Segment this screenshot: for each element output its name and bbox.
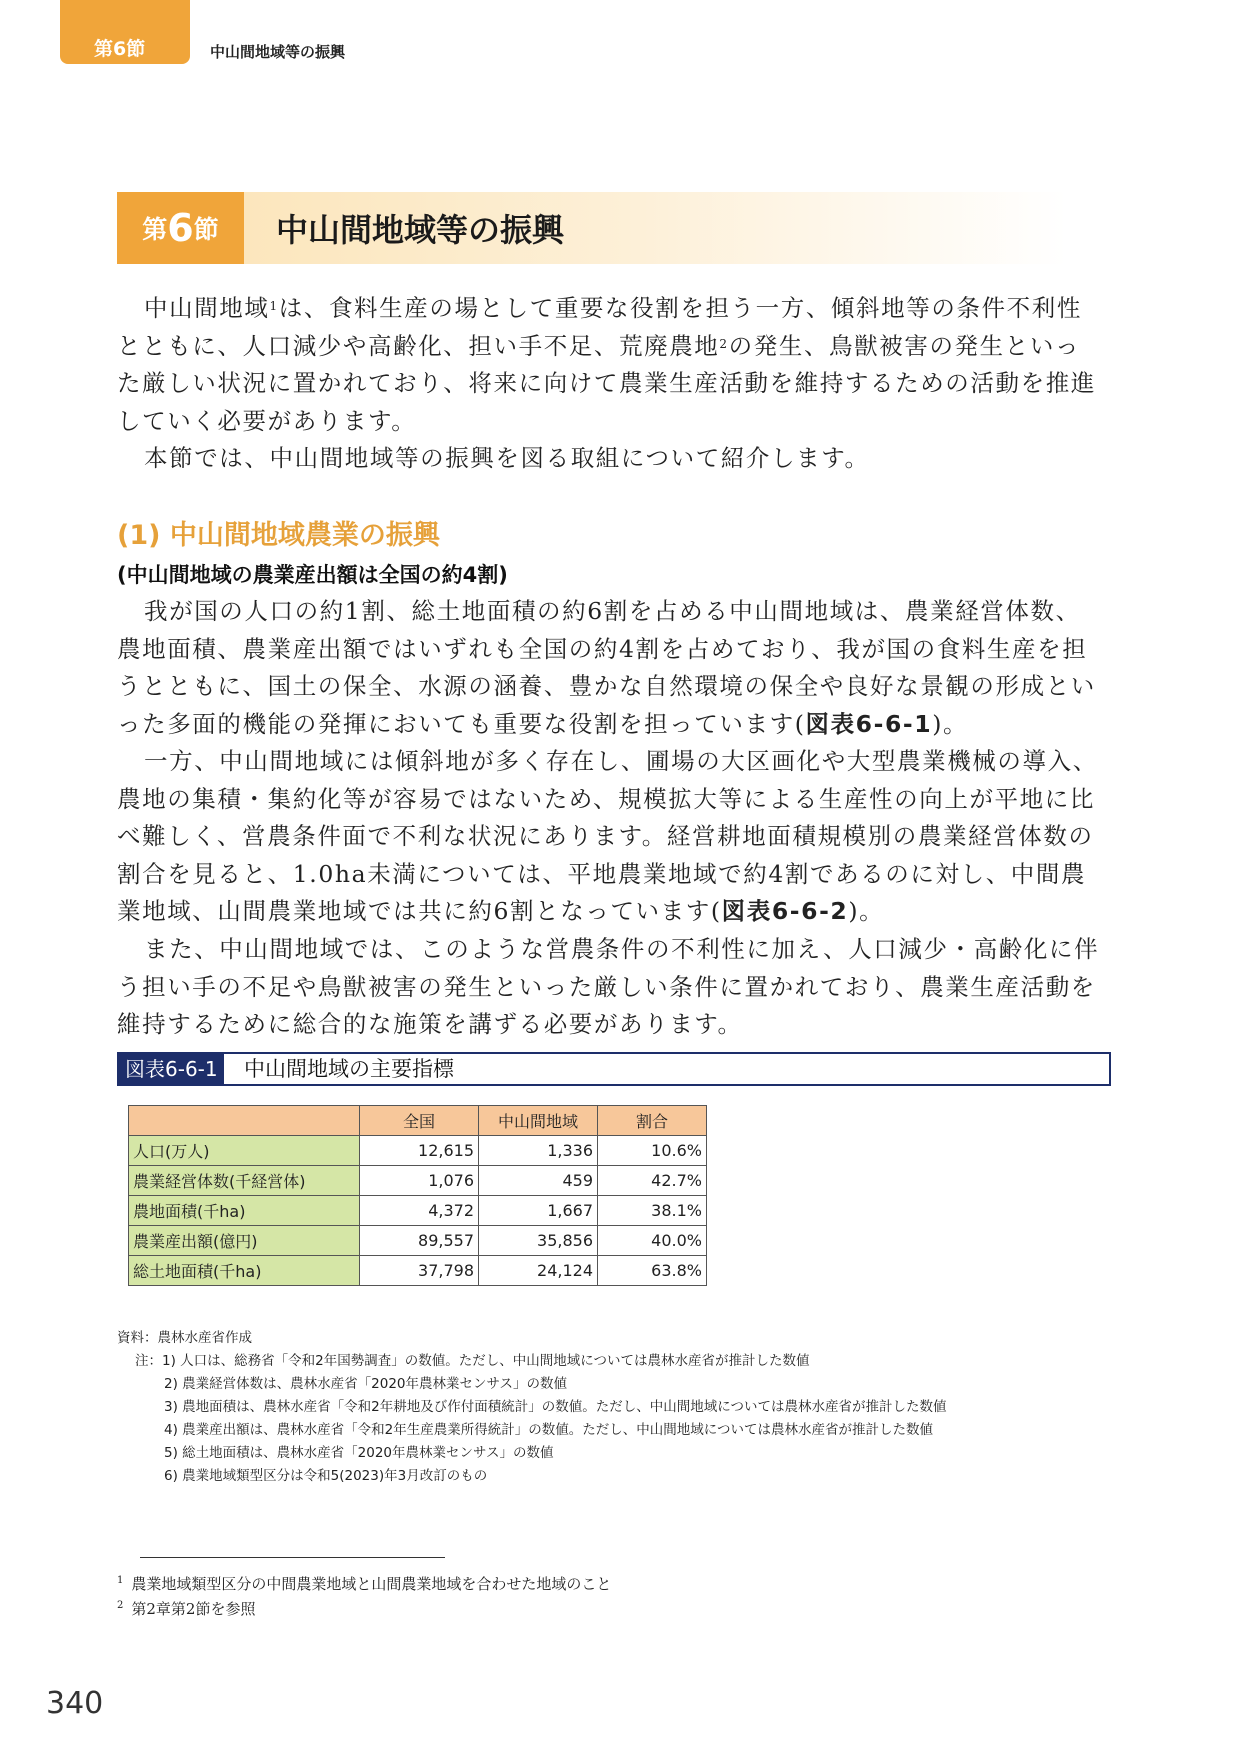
figure-ref-6-6-2[interactable]: 図表6-6-2 bbox=[721, 897, 849, 925]
table-header-national: 全国 bbox=[360, 1106, 479, 1136]
cell-ratio: 10.6% bbox=[598, 1136, 707, 1166]
figure-number: 図表6-6-1 bbox=[119, 1054, 224, 1084]
cell-national: 37,798 bbox=[360, 1256, 479, 1286]
body-text-p5: また、中山間地域では、このような営農条件の不利性に加え、人口減少・高齢化に伴う担い手の不足や鳥獣被害の発生といった厳しい条件に置かれており、農業生産活動を維持するために総合的な施策を講ずる必要があります。 bbox=[117, 935, 1100, 1038]
figure-caption bbox=[117, 1052, 1111, 1086]
section-tag-number: 6 bbox=[167, 206, 194, 250]
intro-text-b: は、食料生産の場として重要な役割を担う一方、傾斜地等の条件不利性とともに、人口減少や高齢化、担い手不足、荒廃農地 bbox=[117, 294, 1082, 360]
indicator-table bbox=[128, 1105, 707, 1286]
cell-national: 89,557 bbox=[360, 1226, 479, 1256]
footnote-ref-1: 1 bbox=[269, 299, 279, 313]
row-label: 総土地面積(千ha) bbox=[129, 1256, 360, 1286]
cell-ratio: 38.1% bbox=[598, 1196, 707, 1226]
figure-source: 資料：農林水産省作成 bbox=[117, 1330, 252, 1346]
row-label: 農業産出額(億円) bbox=[129, 1226, 360, 1256]
figure-note: 3) 農地面積は、農林水産省「令和2年耕地及び作付面積統計」の数値。ただし、中山間地域については農林水産省が推計した数値 bbox=[164, 1399, 947, 1415]
cell-hilly: 1,336 bbox=[479, 1136, 598, 1166]
footnote-ref-2: 2 bbox=[719, 336, 729, 351]
table-row bbox=[129, 1166, 707, 1196]
body-paragraph-1 bbox=[117, 593, 1101, 743]
body-text-p4: 一方、中山間地域には傾斜地が多く存在し、圃場の大区画化や大型農業機械の導入、農地の集積・集約化等が容易ではないため、規模拡大等による生産性の向上が平地に比べ難しく、営農条件面で不利な状況にあります。経営耕地面積規模別の農業経営体数の割合を見ると、1.0ha未満については、平地農業地域で約4割であるのに対し、中間農業地域、山間農業地域では共に約6割となっています( bbox=[117, 747, 1098, 925]
row-label: 農業経営体数(千経営体) bbox=[129, 1166, 360, 1196]
cell-national: 4,372 bbox=[360, 1196, 479, 1226]
figure-note: 6) 農業地域類型区分は令和5(2023)年3月改訂のもの bbox=[164, 1468, 488, 1484]
body-text-p4-end: )。 bbox=[848, 897, 885, 925]
table-row bbox=[129, 1136, 707, 1166]
table-header-ratio: 割合 bbox=[598, 1106, 707, 1136]
body-paragraph-3 bbox=[117, 931, 1101, 1044]
running-header-tab bbox=[60, 0, 190, 64]
section-heading-band bbox=[117, 192, 1067, 264]
running-header-title: 中山間地域等の振興 bbox=[210, 43, 346, 61]
row-label: 人口(万人) bbox=[129, 1136, 360, 1166]
intro-text-p2: 本節では、中山間地域等の振興を図る取組について紹介します。 bbox=[144, 444, 870, 472]
figure-title: 中山間地域の主要指標 bbox=[244, 1057, 454, 1081]
footnote-divider bbox=[140, 1557, 445, 1558]
section-tag-prefix: 第 bbox=[142, 215, 168, 244]
table-row bbox=[129, 1226, 707, 1256]
running-header-section-tag: 第6節 bbox=[94, 38, 146, 60]
cell-hilly: 1,667 bbox=[479, 1196, 598, 1226]
cell-national: 1,076 bbox=[360, 1166, 479, 1196]
figure-note: 2) 農業経営体数は、農林水産省「2020年農林業センサス」の数値 bbox=[164, 1376, 567, 1392]
cell-hilly: 35,856 bbox=[479, 1226, 598, 1256]
intro-paragraph-1 bbox=[117, 290, 1101, 440]
intro-text-c: の発生、鳥獣被害の発生といった厳しい状況に置かれており、将来に向けて農業生産活動を維持するための活動を推進していく必要があります。 bbox=[117, 331, 1096, 435]
row-label: 農地面積(千ha) bbox=[129, 1196, 360, 1226]
cell-national: 12,615 bbox=[360, 1136, 479, 1166]
figure-note: 注：1) 人口は、総務省「令和2年国勢調査」の数値。ただし、中山間地域については農林水産省が推計した数値 bbox=[135, 1353, 810, 1369]
footnotes bbox=[117, 1570, 611, 1620]
table-header-hilly: 中山間地域 bbox=[479, 1106, 598, 1136]
figure-notes bbox=[117, 1327, 946, 1488]
page-number: 340 bbox=[46, 1686, 104, 1721]
figure-note: 4) 農業産出額は、農林水産省「令和2年生産農業所得統計」の数値。ただし、中山間地域については農林水産省が推計した数値 bbox=[164, 1422, 933, 1438]
footnote-text: 農業地域類型区分の中間農業地域と山間農業地域を合わせた地域のこと bbox=[131, 1575, 612, 1593]
section-tag-suffix: 節 bbox=[193, 215, 219, 244]
footnote bbox=[117, 1570, 611, 1595]
table-row bbox=[129, 1256, 707, 1286]
figure-ref-6-6-1[interactable]: 図表6-6-1 bbox=[805, 709, 933, 738]
cell-ratio: 42.7% bbox=[598, 1166, 707, 1196]
figure-note: 5) 総土地面積は、農林水産省「2020年農林業センサス」の数値 bbox=[164, 1445, 554, 1461]
running-header bbox=[0, 0, 1241, 66]
footnote-mark: 2 bbox=[117, 1600, 124, 1611]
section-title: 中山間地域等の振興 bbox=[276, 211, 565, 249]
footnote-text: 第2章第2節を参照 bbox=[131, 1600, 256, 1618]
cell-ratio: 63.8% bbox=[598, 1256, 707, 1286]
subsection-heading: (1) 中山間地域農業の振興 bbox=[117, 520, 440, 551]
cell-hilly: 24,124 bbox=[479, 1256, 598, 1286]
table-row bbox=[129, 1196, 707, 1226]
footnote bbox=[117, 1595, 611, 1620]
body-paragraph-2 bbox=[117, 743, 1101, 931]
cell-hilly: 459 bbox=[479, 1166, 598, 1196]
table-header-blank bbox=[129, 1106, 360, 1136]
cell-ratio: 40.0% bbox=[598, 1226, 707, 1256]
body-text-p3-end: )。 bbox=[932, 709, 969, 738]
subsection-subheading: (中山間地域の農業産出額は全国の約4割) bbox=[117, 563, 508, 587]
body-text-p3: 我が国の人口の約1割、総土地面積の約6割を占める中山間地域は、農業経営体数、農地面積、農業産出額ではいずれも全国の約4割を占めており、我が国の食料生産を担うとともに、国土の保全、水源の涵養、豊かな自然環境の保全や良好な景観の形成といった多面的機能の発揮においても重要な役割を担っています( bbox=[117, 597, 1096, 738]
footnote-mark: 1 bbox=[117, 1575, 124, 1586]
intro-paragraph-2 bbox=[117, 440, 1101, 478]
intro-text-a: 中山間地域 bbox=[144, 294, 270, 322]
section-tag bbox=[117, 192, 244, 264]
table-header-row bbox=[129, 1106, 707, 1136]
